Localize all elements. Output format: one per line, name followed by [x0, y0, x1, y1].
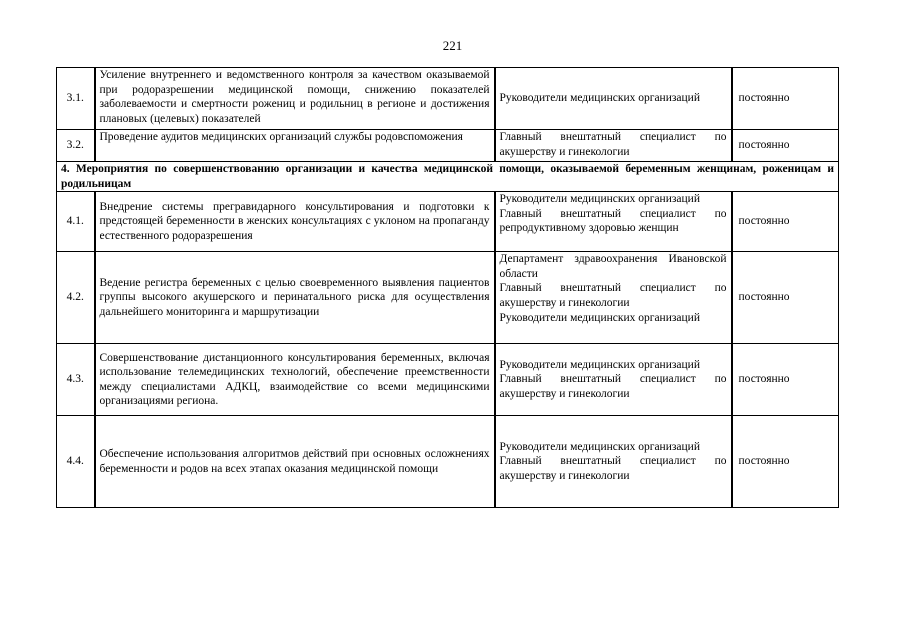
- activity-description: [95, 252, 495, 344]
- deadline: постоянно: [732, 252, 839, 344]
- responsible-text: Главный внештатный специалист по акушерству и гинекологии: [499, 131, 727, 158]
- table-row: [57, 344, 839, 416]
- activity-text: Обеспечение использования алгоритмов действий при основных осложнениях беременности и родов на всех этапах оказания медицинской помощи: [99, 448, 490, 475]
- responsible-text: Департамент здравоохранения Ивановской области: [499, 253, 727, 280]
- activity-text: Проведение аудитов медицинских организаций службы родовспоможения: [99, 131, 463, 143]
- activity-text: Совершенствование дистанционного консультирования беременных, включая использование телемедицинских технологий, обеспечение преемственности между специалистами АДКЦ, взаимодействие со всеми медицинскими организациями региона.: [99, 351, 490, 408]
- responsible-text: Главный внештатный специалист по акушерству и гинекологии: [499, 373, 727, 400]
- activity-text: Ведение регистра беременных с целью своевременного выявления пациентов группы высокого акушерского и перинатального риска для осуществления дальнейшего мониторинга и маршрутизации: [99, 276, 490, 318]
- responsible-text: Главный внештатный специалист по акушерству и гинекологии: [499, 282, 727, 309]
- activity-description: [95, 192, 495, 252]
- table-row: [57, 416, 839, 508]
- row-number: 4.3.: [57, 344, 95, 416]
- activity-description: [95, 416, 495, 508]
- activity-text: Внедрение системы прегравидарного консультирования и подготовки к предстоящей беременности в женских консультациях с уклоном на пропаганду естественного родоразрешения: [99, 200, 490, 242]
- table-row: [57, 252, 839, 344]
- table-row: [57, 192, 839, 252]
- responsible-party: [495, 416, 732, 508]
- activity-description: [95, 130, 495, 162]
- row-number: 3.2.: [57, 130, 95, 162]
- section-heading-row: [57, 162, 839, 192]
- row-number: 3.1.: [57, 68, 95, 130]
- responsible-party: [495, 68, 732, 130]
- deadline: постоянно: [732, 192, 839, 252]
- deadline: постоянно: [732, 344, 839, 416]
- row-number: 4.2.: [57, 252, 95, 344]
- deadline: постоянно: [732, 416, 839, 508]
- activities-table: [56, 67, 839, 508]
- row-number: 4.1.: [57, 192, 95, 252]
- responsible-party: [495, 252, 732, 344]
- responsible-party: [495, 344, 732, 416]
- responsible-text: Главный внештатный специалист по репродуктивному здоровью женщин: [499, 207, 727, 235]
- activity-description: [95, 68, 495, 130]
- responsible-text: Руководители медицинских организаций: [499, 440, 700, 453]
- deadline: постоянно: [732, 68, 839, 130]
- responsible-party: [495, 130, 732, 162]
- responsible-text: Руководители медицинских организаций: [499, 311, 700, 324]
- responsible-text: Руководители медицинских организаций: [499, 92, 700, 105]
- responsible-text: Главный внештатный специалист по акушерству и гинекологии: [499, 455, 727, 482]
- responsible-text: Руководители медицинских организаций: [499, 193, 700, 206]
- page-number: 221: [442, 38, 463, 53]
- activity-description: [95, 344, 495, 416]
- deadline: постоянно: [732, 130, 839, 162]
- activity-text: Усиление внутреннего и ведомственного контроля за качеством оказываемой при родоразрешении медицинской помощи, снижению показателей заболеваемости и смертности рожениц и родильниц в регионе и достижения плановых (целевых) показателей: [99, 69, 490, 125]
- section-title: 4. Мероприятия по совершенствованию организации и качества медицинской помощи, оказываемой беременным женщинам, роженицам и родильницам: [57, 162, 839, 192]
- table-row: [57, 68, 839, 130]
- row-number: 4.4.: [57, 416, 95, 508]
- table-row: [57, 130, 839, 162]
- responsible-party: [495, 192, 732, 252]
- responsible-text: Руководители медицинских организаций: [499, 358, 700, 371]
